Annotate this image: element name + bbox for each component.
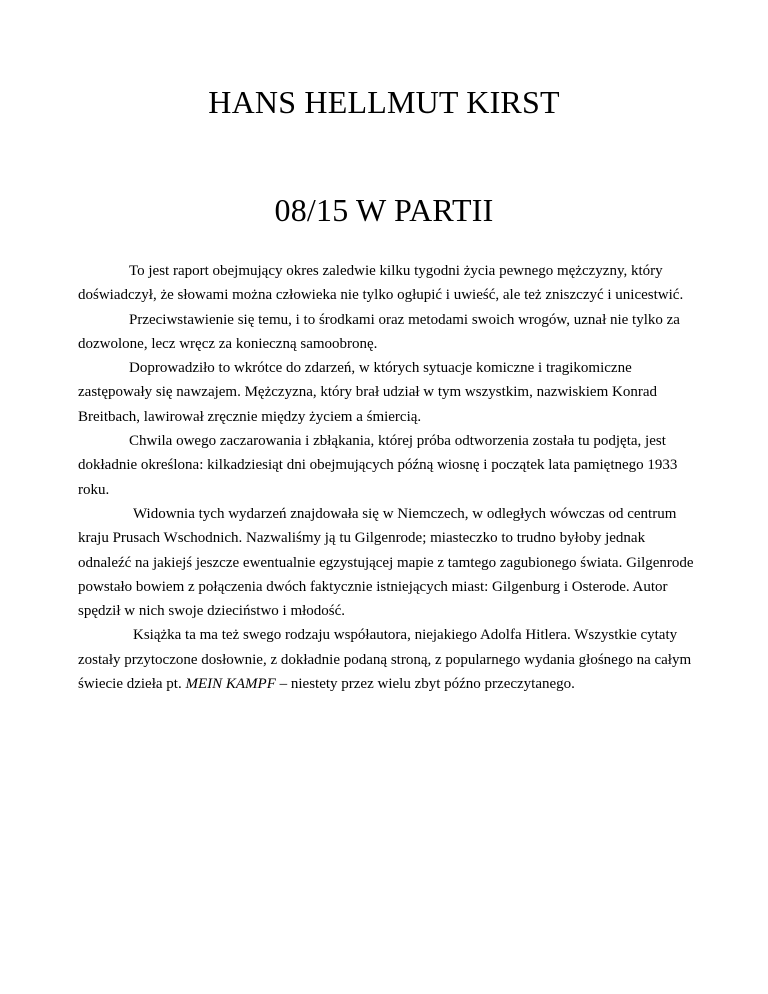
author-name: HANS HELLMUT KIRST bbox=[208, 84, 560, 120]
paragraph-1: To jest raport obejmujący okres zaledwie kilku tygodni życia pewnego mężczyzny, który doświadczył, że słowami można człowieka nie tylko ogłupić i uwieść, ale też zniszczyć i unicestwić. bbox=[78, 263, 684, 304]
book-title: 08/15 W PARTII bbox=[274, 192, 494, 228]
paragraph-5: Widownia tych wydarzeń znajdowała się w Niemczech, w odległych wówczas od centrum kraju Prusach Wschodnich. Nazwaliśmy ją tu Gilgenrode; miasteczko to trudno byłoby jednak odnaleźć na jakiejś jeszcze ewentualnie egzystującej mapie z tamtego zagubionego świata. Gilgenrode powstało bowiem z połączenia dwóch faktycznie istniejących miast: Gilgenburg i Osterode. Autor spędził w nich swoje dzieciństwo i młodość. bbox=[78, 505, 694, 620]
paragraph-3: Doprowadziło to wkrótce do zdarzeń, w których sytuacje komiczne i tragikomiczne zastępowały się nawzajem. Mężczyzna, który brał udział w tym wszystkim, nazwiskiem Konrad Breitbach, lawirował zręcznie między życiem a śmiercią. bbox=[78, 360, 657, 425]
paragraph-6-start: Książka ta ma też swego rodzaju współautora, niejakiego Adolfa Hitlera. Wszystkie cytaty zostały przytoczone dosłownie, z dokładnie podaną stroną, z popularnego wydania głośnego na całym świecie dzieła pt. bbox=[78, 627, 692, 693]
paragraph-6-end: – niestety przez wielu zbyt późno przeczytanego. bbox=[275, 676, 575, 693]
paragraph-4: Chwila owego zaczarowania i zbłąkania, której próba odtworzenia została tu podjęta, jest dokładnie określona: kilkadziesiąt dni obejmujących późną wiosnę i początek lata pamiętnego 1933 roku. bbox=[78, 433, 678, 498]
book-reference-title: MEIN KAMPF bbox=[185, 676, 276, 693]
preface-text bbox=[78, 259, 694, 696]
paragraph-2: Przeciwstawienie się temu, i to środkami oraz metodami swoich wrogów, uznał nie tylko za dozwolone, lecz wręcz za konieczną samoobronę. bbox=[78, 311, 680, 352]
paragraph-6 bbox=[78, 623, 694, 696]
